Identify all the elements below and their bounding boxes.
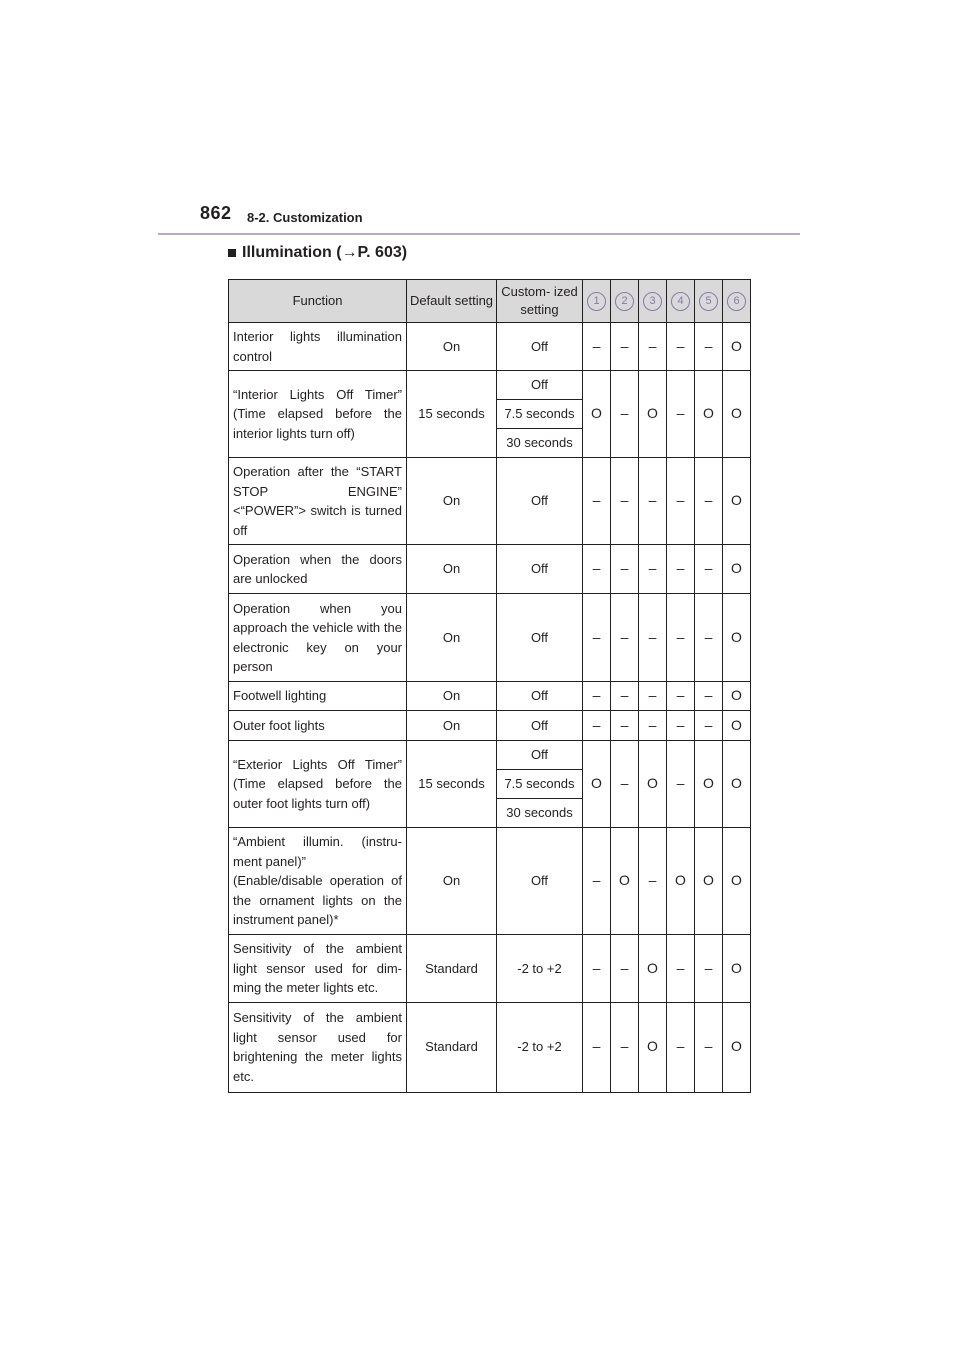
mark-cell: O xyxy=(639,935,667,1003)
mark-cell: – xyxy=(667,711,695,741)
header-divider xyxy=(158,233,800,235)
header-col-3 xyxy=(639,280,667,323)
circled-number-4: 4 xyxy=(671,292,690,311)
header-col-1 xyxy=(583,280,611,323)
mark-cell: – xyxy=(695,545,723,594)
custom-cell: Off xyxy=(497,828,583,935)
mark-cell: O xyxy=(723,828,751,935)
custom-cell: Off xyxy=(497,594,583,682)
default-cell: 15 seconds xyxy=(407,371,497,458)
custom-cell: Off xyxy=(497,682,583,711)
mark-cell: – xyxy=(611,371,639,458)
mark-cell: – xyxy=(667,1002,695,1092)
function-cell: Sensitivity of the ambient light sensor used for brightening the meter lights etc. xyxy=(229,1002,407,1092)
mark-cell: O xyxy=(639,741,667,828)
mark-cell: – xyxy=(583,828,611,935)
function-cell: Sensitivity of the ambient light sensor used for dim- ming the meter lights etc. xyxy=(229,935,407,1003)
default-cell: On xyxy=(407,458,497,545)
mark-cell: – xyxy=(583,594,611,682)
mark-cell: – xyxy=(639,594,667,682)
mark-cell: O xyxy=(611,828,639,935)
custom-cell: Off xyxy=(497,371,583,400)
mark-cell: O xyxy=(667,828,695,935)
mark-cell: O xyxy=(695,371,723,458)
mark-cell: – xyxy=(611,935,639,1003)
mark-cell: – xyxy=(695,594,723,682)
illumination-settings-table xyxy=(228,279,751,1093)
mark-cell: O xyxy=(723,741,751,828)
page-number: 862 xyxy=(200,203,232,223)
function-cell xyxy=(229,828,407,935)
square-bullet-icon xyxy=(228,249,236,257)
mark-cell: – xyxy=(667,594,695,682)
header-col-2 xyxy=(611,280,639,323)
function-cell: Footwell lighting xyxy=(229,682,407,711)
custom-cell: -2 to +2 xyxy=(497,935,583,1003)
mark-cell: – xyxy=(667,371,695,458)
table-row xyxy=(229,1002,751,1092)
custom-cell: Off xyxy=(497,458,583,545)
header-col-5 xyxy=(695,280,723,323)
mark-cell: – xyxy=(695,682,723,711)
mark-cell: O xyxy=(723,711,751,741)
custom-cell: Off xyxy=(497,323,583,371)
function-cell: Outer foot lights xyxy=(229,711,407,741)
table-row xyxy=(229,545,751,594)
section-heading-ref[interactable]: P. 603) xyxy=(357,244,408,261)
mark-cell: – xyxy=(639,458,667,545)
circled-number-3: 3 xyxy=(643,292,662,311)
table-row xyxy=(229,682,751,711)
custom-cell: 30 seconds xyxy=(497,429,583,458)
mark-cell: O xyxy=(723,935,751,1003)
table-row xyxy=(229,371,751,400)
default-cell: On xyxy=(407,545,497,594)
mark-cell: O xyxy=(695,741,723,828)
mark-cell: – xyxy=(611,682,639,711)
mark-cell: O xyxy=(695,828,723,935)
custom-cell: 30 seconds xyxy=(497,799,583,828)
mark-cell: – xyxy=(695,935,723,1003)
circled-number-5: 5 xyxy=(699,292,718,311)
mark-cell: – xyxy=(667,458,695,545)
function-line: “Ambient illumin. (instru- ment panel)” xyxy=(233,834,402,869)
header-customized-setting: Custom- ized setting xyxy=(497,280,583,323)
mark-cell: – xyxy=(583,935,611,1003)
custom-cell: 7.5 seconds xyxy=(497,770,583,799)
mark-cell: – xyxy=(667,682,695,711)
mark-cell: – xyxy=(639,323,667,371)
mark-cell: – xyxy=(611,711,639,741)
circled-number-1: 1 xyxy=(587,292,606,311)
table-header-row xyxy=(229,280,751,323)
mark-cell: O xyxy=(723,594,751,682)
function-cell: Operation when you approach the vehicle with the electronic key on your person xyxy=(229,594,407,682)
table-row xyxy=(229,458,751,545)
mark-cell: – xyxy=(583,711,611,741)
mark-cell: – xyxy=(583,458,611,545)
mark-cell: O xyxy=(723,682,751,711)
mark-cell: – xyxy=(611,741,639,828)
mark-cell: O xyxy=(639,1002,667,1092)
custom-cell: Off xyxy=(497,711,583,741)
function-line: (Enable/disable operation of the ornament lights on the instrument panel)* xyxy=(233,873,402,928)
mark-cell: O xyxy=(723,545,751,594)
custom-cell: -2 to +2 xyxy=(497,1002,583,1092)
default-cell: Standard xyxy=(407,1002,497,1092)
mark-cell: – xyxy=(667,545,695,594)
mark-cell: – xyxy=(695,323,723,371)
function-cell: Operation when the doors are unlocked xyxy=(229,545,407,594)
mark-cell: – xyxy=(667,741,695,828)
mark-cell: – xyxy=(639,545,667,594)
mark-cell: – xyxy=(695,711,723,741)
circled-number-2: 2 xyxy=(615,292,634,311)
section-heading-title: Illumination ( xyxy=(242,244,342,261)
default-cell: On xyxy=(407,594,497,682)
mark-cell: – xyxy=(667,935,695,1003)
mark-cell: O xyxy=(639,371,667,458)
mark-cell: – xyxy=(611,458,639,545)
mark-cell: – xyxy=(611,323,639,371)
header-col-4 xyxy=(667,280,695,323)
mark-cell: – xyxy=(611,594,639,682)
default-cell: On xyxy=(407,711,497,741)
mark-cell: – xyxy=(667,323,695,371)
section-label: 8-2. Customization xyxy=(247,210,363,225)
table-row xyxy=(229,828,751,935)
function-cell: Operation after the “START STOP ENGINE” <“POWER”> switch is turned off xyxy=(229,458,407,545)
mark-cell: – xyxy=(583,323,611,371)
default-cell: Standard xyxy=(407,935,497,1003)
table-row xyxy=(229,711,751,741)
mark-cell: – xyxy=(639,828,667,935)
default-cell: On xyxy=(407,828,497,935)
mark-cell: – xyxy=(695,458,723,545)
table-row xyxy=(229,323,751,371)
mark-cell: O xyxy=(583,371,611,458)
mark-cell: – xyxy=(583,1002,611,1092)
circled-number-6: 6 xyxy=(727,292,746,311)
arrow-right-icon: → xyxy=(341,244,358,261)
custom-cell: 7.5 seconds xyxy=(497,400,583,429)
default-cell: 15 seconds xyxy=(407,741,497,828)
function-cell: “Exterior Lights Off Timer” (Time elapsed before the outer foot lights turn off) xyxy=(229,741,407,828)
mark-cell: O xyxy=(723,1002,751,1092)
header-col-6 xyxy=(723,280,751,323)
mark-cell: O xyxy=(583,741,611,828)
mark-cell: – xyxy=(695,1002,723,1092)
custom-cell: Off xyxy=(497,741,583,770)
mark-cell: – xyxy=(611,1002,639,1092)
table-row xyxy=(229,594,751,682)
default-cell: On xyxy=(407,323,497,371)
section-heading xyxy=(228,244,407,262)
mark-cell: – xyxy=(639,711,667,741)
default-cell: On xyxy=(407,682,497,711)
mark-cell: O xyxy=(723,323,751,371)
header-default-setting: Default setting xyxy=(407,280,497,323)
header-function: Function xyxy=(229,280,407,323)
mark-cell: – xyxy=(583,682,611,711)
mark-cell: – xyxy=(639,682,667,711)
table-row xyxy=(229,741,751,770)
mark-cell: – xyxy=(611,545,639,594)
mark-cell: – xyxy=(583,545,611,594)
table-row xyxy=(229,935,751,1003)
mark-cell: O xyxy=(723,371,751,458)
function-cell: “Interior Lights Off Timer” (Time elapsed before the interior lights turn off) xyxy=(229,371,407,458)
mark-cell: O xyxy=(723,458,751,545)
custom-cell: Off xyxy=(497,545,583,594)
function-cell: Interior lights illumination control xyxy=(229,323,407,371)
